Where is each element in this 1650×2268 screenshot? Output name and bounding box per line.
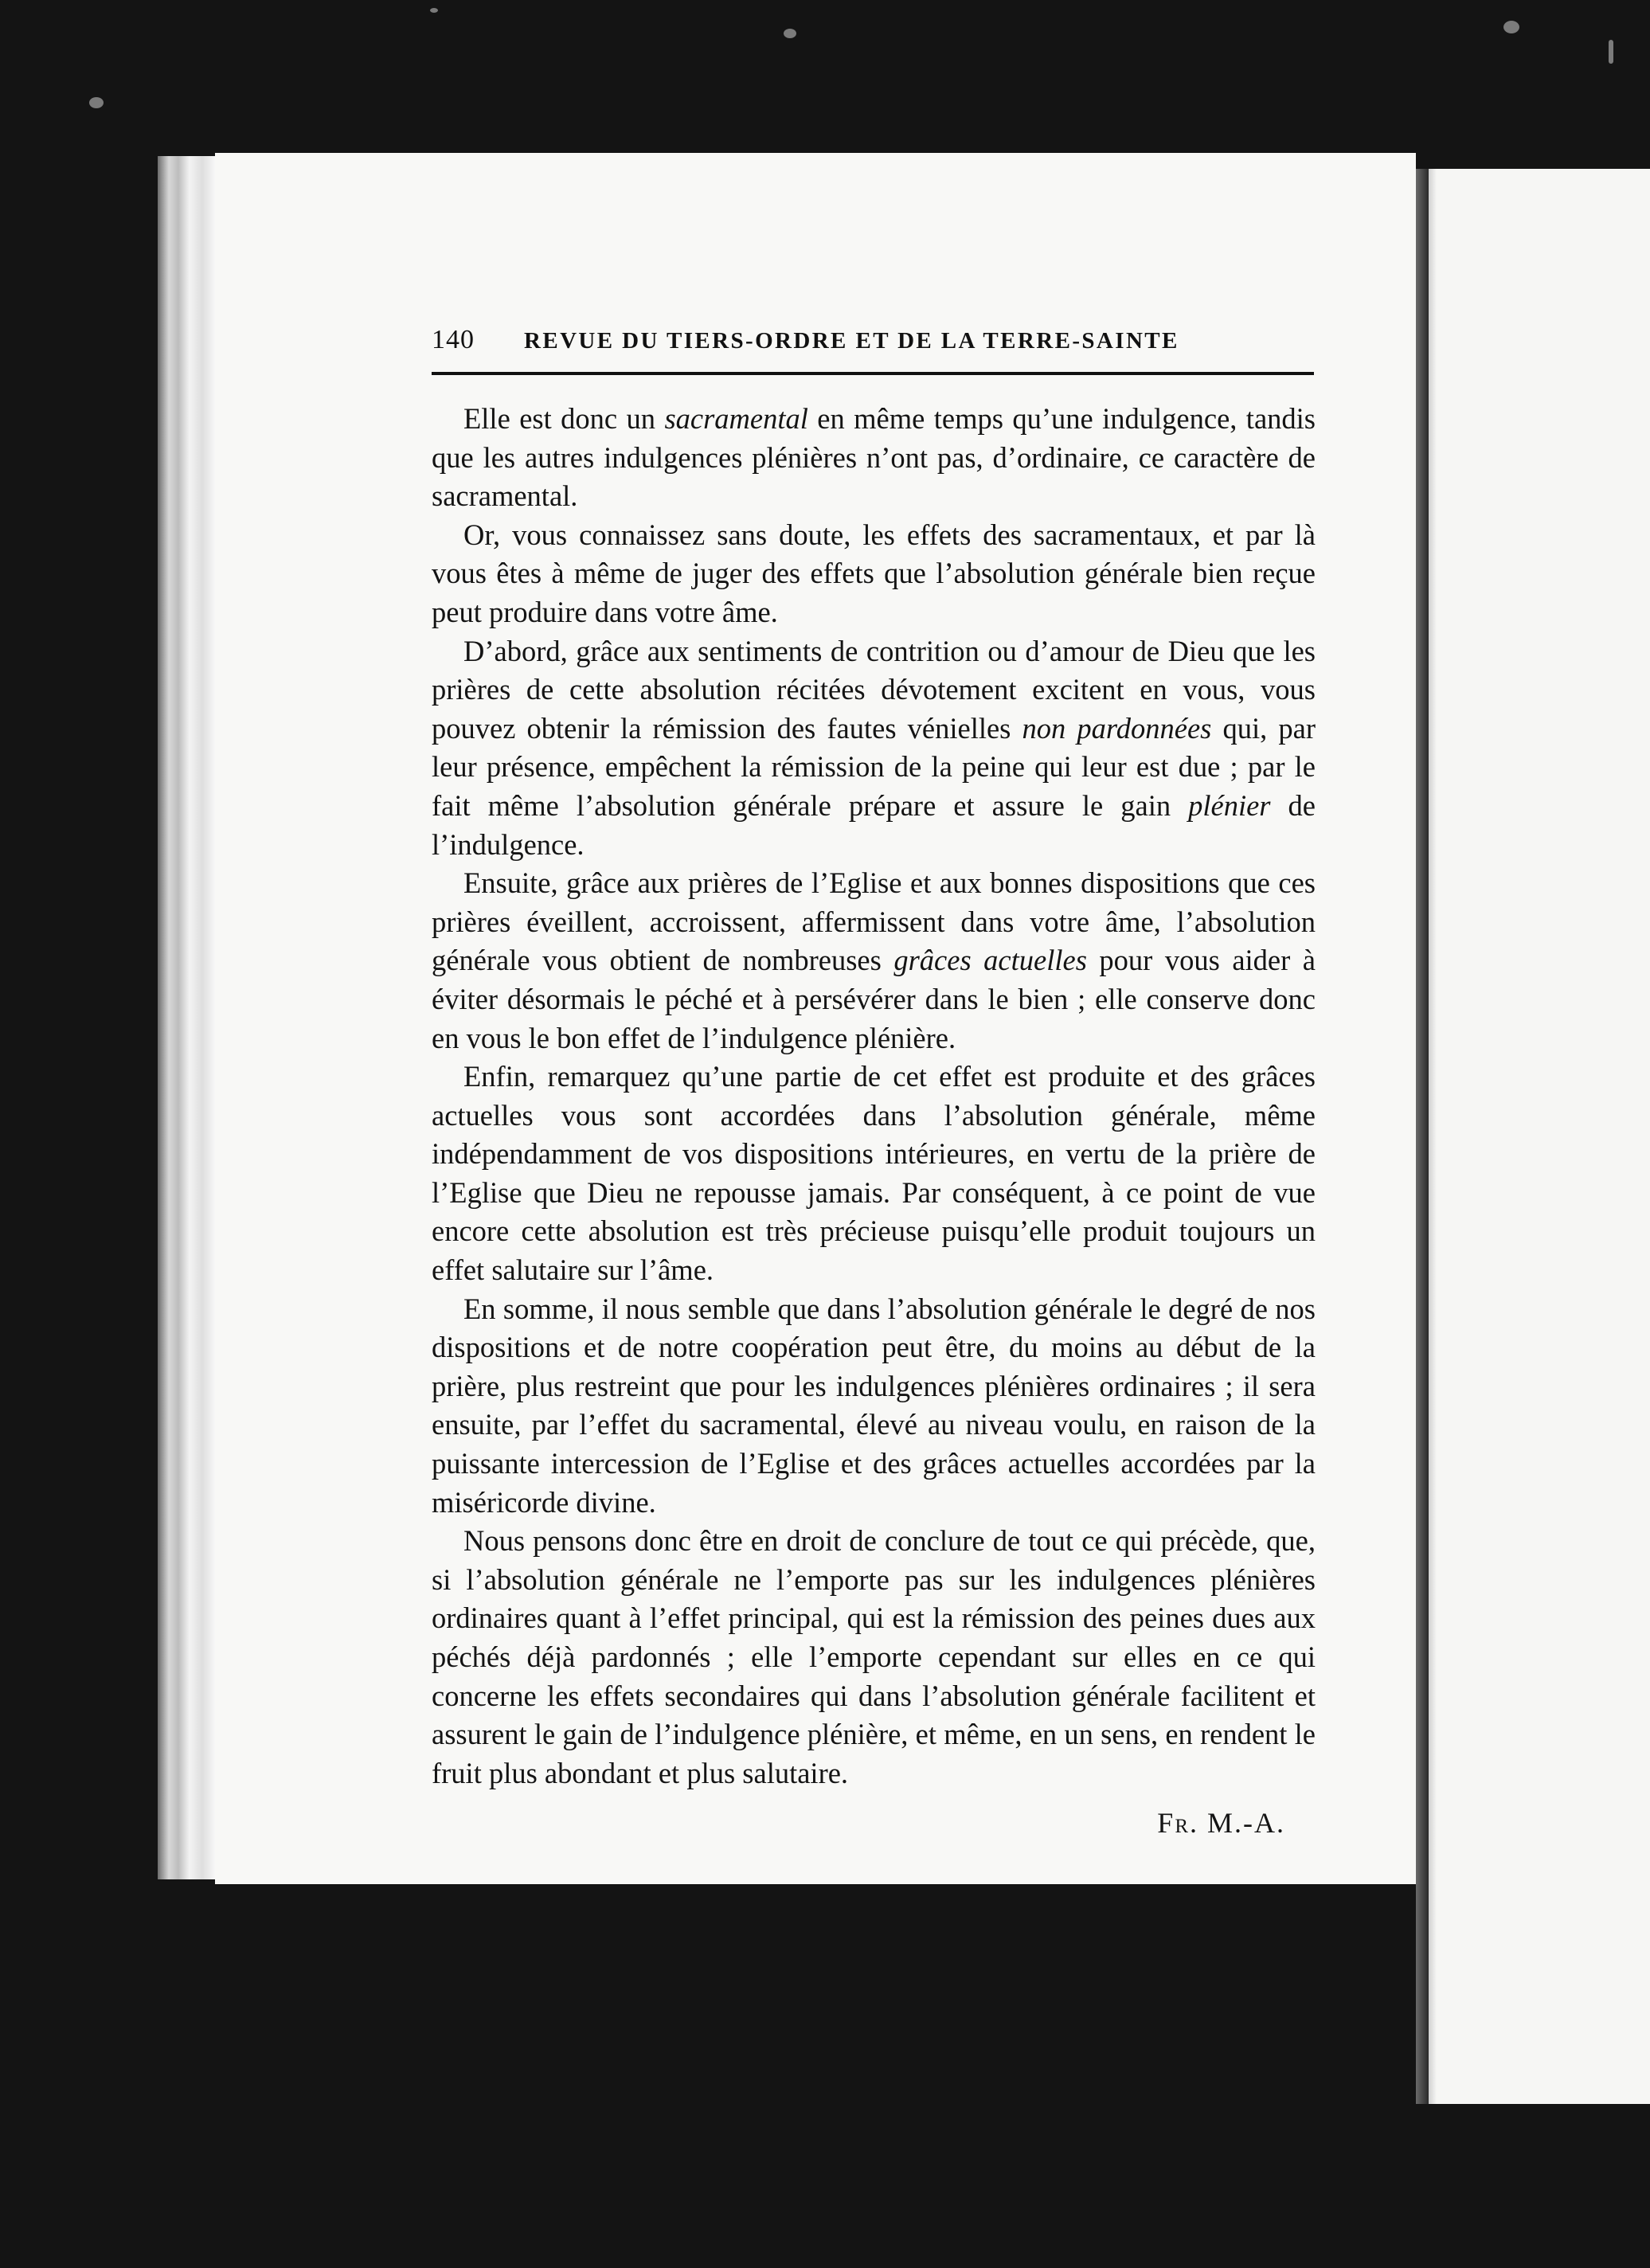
paragraph: Nous pensons donc être en droit de conclure de tout ce qui précède, que, si l’absolution générale ne l’emporte pas sur les indulgences plénières ordinaires quant à l’effet principal, qui est la rémission des peines dues aux péchés déjà pardonnés ; elle l’emporte cependant sur elles en ce qui concerne les effets secondaires qui dans l’absolution générale facilitent et assurent le gain de l’indulgence plénière, et même, en un sens, en rendent le fruit plus abondant et plus salutaire. — [432, 1524, 1316, 1789]
scan-speck — [1503, 21, 1519, 33]
author-signature: Fr. M.-A. — [1157, 1807, 1285, 1839]
paragraph: En somme, il nous semble que dans l’absolution générale le degré de nos dispositions et de notre coopération peut être, du moins au début de la prière, plus restreint que pour les indulgences plénières ordinaires ; il sera ensuite, par l’effet du sacramental, élevé au niveau voulu, en raison de la puissante intercession de l’Eglise et des grâces actuelles accordées par la miséricorde divine. — [432, 1292, 1316, 1519]
emphasis: grâces actuelles — [893, 944, 1087, 977]
paragraph: Elle est donc un sacramental en même temps qu’une indulgence, tandis que les autres indulgences plénières n’ont pas, d’ordinaire, ce caractère de sacramental. — [432, 402, 1316, 513]
facing-page — [1429, 169, 1650, 2104]
paragraph: D’abord, grâce aux sentiments de contrition ou d’amour de Dieu que les prières de cette absolution récitées dévotement excitent en vous, vous pouvez obtenir la rémission des fautes vénielles non pardonnées qui, par leur présence, empêchent la rémission de la peine qui leur est due ; par le fait même l’absolution générale prépare et assure le gain plénier de l’indulgence. — [432, 634, 1316, 861]
emphasis: plénier — [1188, 788, 1271, 822]
page-number: 140 — [432, 325, 475, 354]
running-head — [432, 325, 1314, 368]
emphasis: sacramental — [664, 402, 808, 435]
header-rule — [432, 372, 1314, 375]
paragraph: Enfin, remarquez qu’une partie de cet effet est produite et des grâces actuelles vous sont accordées dans l’absolution générale, même indépendamment de vos dispositions intérieures, en vertu de la prière de l’Eglise que Dieu ne repousse jamais. Par conséquent, à ce point de vue encore cette absolution est très précieuse puisqu’elle produit toujours un effet salutaire sur l’âme. — [432, 1060, 1316, 1287]
journal-title: REVUE DU TIERS-ORDRE ET DE LA TERRE-SAINTE — [524, 328, 1179, 354]
article-body — [432, 400, 1316, 1793]
facing-page-edge — [1429, 169, 1437, 2104]
emphasis: non pardonnées — [1022, 711, 1212, 745]
scan-speck — [89, 97, 104, 108]
scan-speck — [784, 29, 796, 38]
book-gutter — [1416, 169, 1429, 2104]
paragraph: Ensuite, grâce aux prières de l’Eglise et aux bonnes dispositions que ces prières éveillent, accroissent, affermissent dans votre âme, l’absolution générale vous obtient de nombreuses grâces actuelles pour vous aider à éviter désormais le péché et à persévérer dans le bien ; elle conserve donc en vous le bon effet de l’indulgence plénière. — [432, 866, 1316, 1054]
scan-speck — [430, 8, 438, 13]
paragraph: Or, vous connaissez sans doute, les effets des sacramentaux, et par là vous êtes à même de juger des effets que l’absolution générale bien reçue peut produire dans votre âme. — [432, 518, 1316, 628]
scan-speck — [1609, 40, 1613, 64]
left-page-edge — [158, 156, 217, 1879]
